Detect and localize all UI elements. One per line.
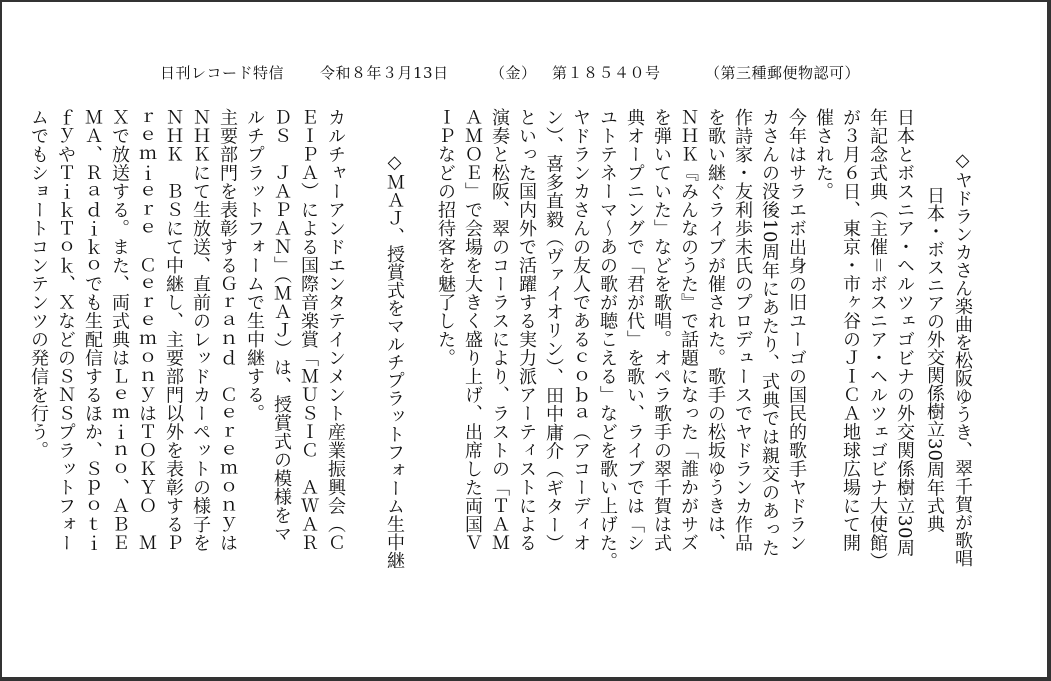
article2-line: ＮＨＫ ＢＳにて中継し、主要部門以外を表彰するＰ: [163, 108, 184, 552]
article1-line: ン）、喜多直毅（ヴァイオリン）、田中庸介（ギター）: [543, 108, 564, 553]
article2-headline: ◇ＭＡＪ、授賞式をマルチプラットフォーム生中継: [384, 152, 405, 569]
issue-weekday: （金）: [490, 64, 537, 82]
article2-line: ＭＡ、Ｒａｄｉｋｏでも生配信するほか、Ｓｐｏｔｉ: [82, 108, 103, 552]
article1-line: ヤドランカさんの友人であるｃｏｂａ（アコーディオ: [570, 108, 591, 552]
article2-line: Ｘで放送する。また、両式典はＬｅｍｉｎｏ、ＡＢＥ: [109, 108, 130, 552]
article1-line: 催された。: [813, 108, 834, 201]
postal-permit: （第三種郵便物認可）: [705, 64, 861, 82]
article1-line: 演奏と松阪、翠のコーラスにより、ラストの「ＴＡＭ: [489, 108, 510, 552]
article1-line: 今年はサラエボ出身の旧ユーゴの国民的歌手ヤドラン: [786, 108, 807, 552]
newsletter-header: [160, 62, 880, 86]
article2-line: ＮＨＫにて生放送、直前のレッドカーペットの様子を: [190, 108, 211, 552]
article1-body: [432, 108, 918, 628]
article1-headline-block: [920, 150, 976, 570]
article1-line: ＩＰなどの招待客を魅了した。: [435, 108, 456, 367]
article2-line: ルチプラットフォームで生中継する。: [244, 108, 265, 423]
article2-line: カルチャーアンドエンタテインメント産業振興会（Ｃ: [325, 108, 346, 552]
article1-line: ユトテネーマ〜あの歌が聴こえる」などを歌い上げた。: [597, 108, 618, 571]
article1-line: といった国内外で活躍する実力派アーティストによる: [516, 108, 537, 552]
article1-line: 日本とボスニア・ヘルツェゴビナの外交関係樹立30周: [894, 108, 915, 558]
article2-body: [25, 108, 349, 628]
article1-line: 典オープニングで「君が代」を歌い、ライブでは「シ: [624, 108, 645, 552]
article1-line: を歌い継ぐライブが催された。歌手の松坂ゆうきは、: [705, 108, 726, 552]
article1-headline: ◇ヤドランカさん楽曲を松阪ゆうき、翠千賀が歌唱: [952, 150, 973, 567]
article1-line: カさんの没後10周年にあたり、式典では親交のあった: [759, 108, 780, 558]
article2-line: ｒｅｍｉｅｒｅ ＣｅｒｅｍｏｎｙはＴＯＫＹＯ Ｍ: [136, 108, 157, 552]
article1-line: ＮＨＫ『みんなのうた』で話題になった「誰かがサズ: [678, 108, 699, 552]
issue-date: 令和８年３月13日: [320, 64, 449, 82]
article2-line: ｆｙやＴｉｋＴｏｋ、ＸなどのＳＮＳプラットフォー: [55, 108, 76, 552]
article2-line: ＥＩＰＡ）による国際音楽賞「ＭＵＳＩＣ ＡＷＡＲ: [298, 108, 319, 552]
article2-line: ＤＳ ＪＡＰＡＮ」（ＭＡＪ）は、授賞式の模様をマ: [271, 108, 292, 543]
article2-headline-block: [380, 152, 408, 582]
article2-line: 主要部門を表彰するＧｒａｎｄ Ｃｅｒｅｍｏｎｙは: [217, 108, 238, 552]
article1-line: 年記念式典（主催＝ボスニア・ヘルツェゴビナ大使館）: [867, 108, 888, 571]
issue-number: 第１８５４０号: [552, 64, 661, 82]
article1-subhead: 日本・ボスニアの外交関係樹立30周年式典: [924, 186, 945, 533]
article1-line: を弾いていた」などを歌唱。オペラ歌手の翠千賀は式: [651, 108, 672, 552]
article2-line: ムでもショートコンテンツの発信を行う。: [28, 108, 49, 460]
article1-line: 作詩家・友利歩未氏のプロデュースでヤドランカ作品: [732, 108, 753, 552]
article1-line: が３月６日、東京・市ヶ谷のＪＩＣＡ地球広場にて開: [840, 108, 861, 552]
paper-name: 日刊レコード特信: [160, 64, 285, 82]
article1-line: ＡＭＯＥ」で会場を大きく盛り上げ、出席した両国Ｖ: [462, 108, 483, 552]
